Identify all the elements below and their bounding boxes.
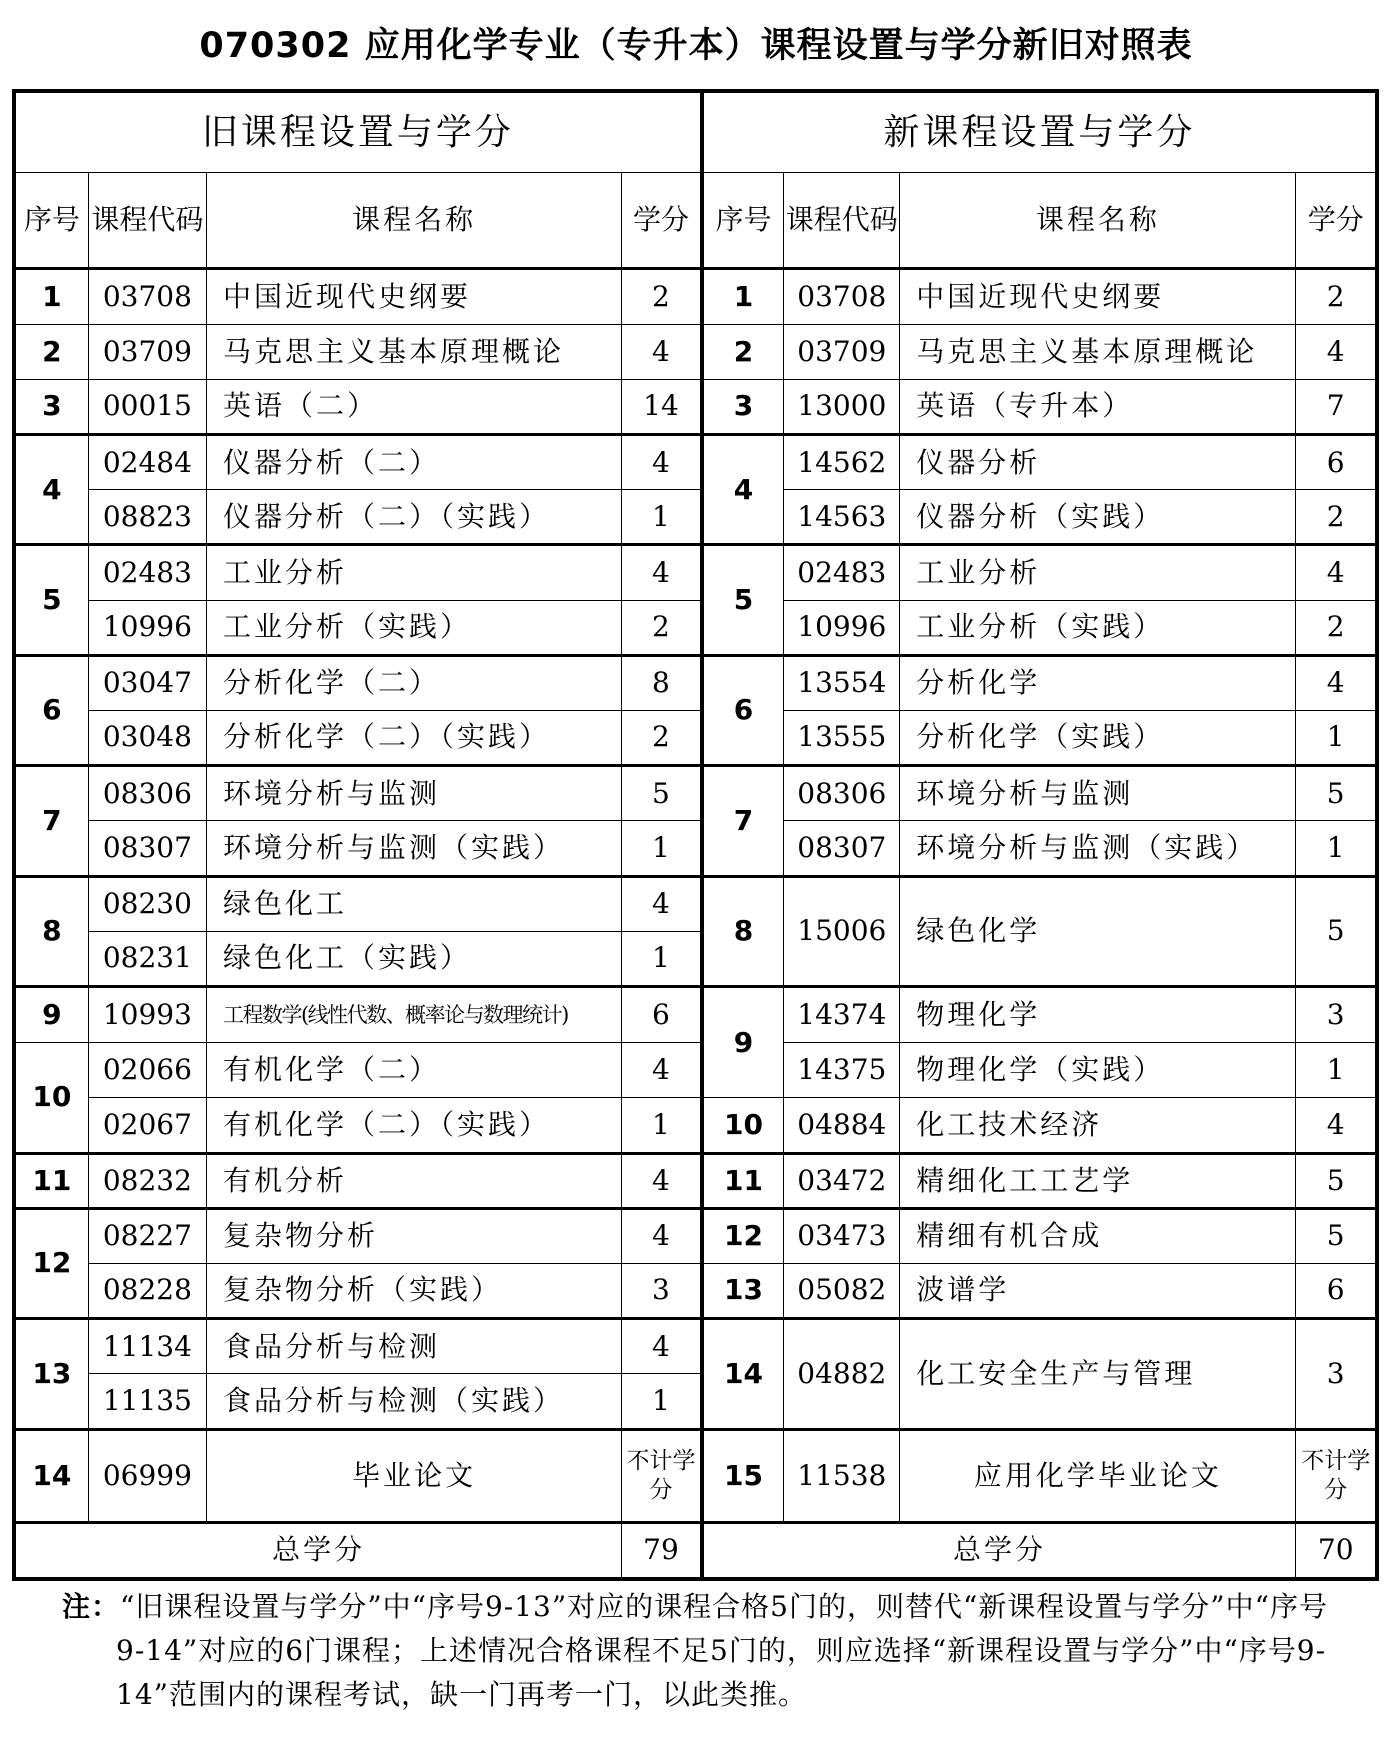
old-credit: 6 xyxy=(622,986,702,1042)
new-name: 应用化学毕业论文 xyxy=(900,1429,1296,1522)
old-seq: 11 xyxy=(14,1153,88,1208)
new-name: 马克思主义基本原理概论 xyxy=(900,324,1296,379)
footnote xyxy=(62,1585,1332,1717)
old-total-value: 79 xyxy=(622,1523,702,1580)
old-code: 08227 xyxy=(88,1208,206,1263)
old-name: 分析化学（二） xyxy=(206,655,621,710)
old-code: 03709 xyxy=(88,324,206,379)
new-total-label: 总学分 xyxy=(702,1523,1296,1580)
new-credit: 4 xyxy=(1296,324,1377,379)
new-credit: 2 xyxy=(1296,269,1377,324)
course-comparison-table xyxy=(12,89,1379,1581)
old-seq: 14 xyxy=(14,1429,88,1522)
new-code: 15006 xyxy=(784,876,900,986)
old-credit: 2 xyxy=(622,269,702,324)
new-code: 13000 xyxy=(784,379,900,434)
old-seq: 9 xyxy=(14,986,88,1042)
old-name: 马克思主义基本原理概论 xyxy=(206,324,621,379)
new-code: 14374 xyxy=(784,986,900,1042)
old-name: 环境分析与监测（实践） xyxy=(206,821,621,876)
new-name: 环境分析与监测 xyxy=(900,766,1296,821)
old-credit: 1 xyxy=(622,931,702,986)
new-total-value: 70 xyxy=(1296,1523,1377,1580)
table-row xyxy=(14,710,1377,765)
new-code: 14562 xyxy=(784,435,900,490)
new-code: 13554 xyxy=(784,655,900,710)
table-row xyxy=(14,269,1377,324)
old-name: 工业分析 xyxy=(206,545,621,600)
new-seq: 4 xyxy=(702,435,784,545)
new-code: 14563 xyxy=(784,490,900,545)
old-code: 02067 xyxy=(88,1098,206,1153)
old-seq: 6 xyxy=(14,655,88,765)
old-credit: 4 xyxy=(622,876,702,931)
old-name: 复杂物分析（实践） xyxy=(206,1263,621,1318)
old-name: 分析化学（二）（实践） xyxy=(206,710,621,765)
new-credit: 4 xyxy=(1296,545,1377,600)
old-code: 08231 xyxy=(88,931,206,986)
new-credit: 5 xyxy=(1296,876,1377,986)
new-credit: 不计学分 xyxy=(1296,1429,1377,1522)
old-credit: 1 xyxy=(622,821,702,876)
totals-row xyxy=(14,1523,1377,1580)
section-header-row xyxy=(14,91,1377,172)
old-name-header: 课程名称 xyxy=(206,172,621,269)
old-seq: 4 xyxy=(14,435,88,545)
footnote-label: 注： xyxy=(62,1590,121,1623)
new-code: 03709 xyxy=(784,324,900,379)
table-row xyxy=(14,766,1377,821)
new-code: 02483 xyxy=(784,545,900,600)
old-credit: 4 xyxy=(622,1319,702,1374)
old-name: 食品分析与检测 xyxy=(206,1319,621,1374)
new-name: 绿色化学 xyxy=(900,876,1296,986)
new-credit-header: 学分 xyxy=(1296,172,1377,269)
old-name: 工业分析（实践） xyxy=(206,600,621,655)
new-code: 03473 xyxy=(784,1208,900,1263)
old-credit: 4 xyxy=(622,1043,702,1098)
old-seq: 13 xyxy=(14,1319,88,1429)
new-seq: 5 xyxy=(702,545,784,655)
old-name: 工程数学(线性代数、概率论与数理统计) xyxy=(206,986,621,1042)
new-credit: 4 xyxy=(1296,655,1377,710)
old-code: 08306 xyxy=(88,766,206,821)
old-code: 08823 xyxy=(88,490,206,545)
old-code: 02484 xyxy=(88,435,206,490)
new-seq: 15 xyxy=(702,1429,784,1522)
new-credit: 5 xyxy=(1296,1208,1377,1263)
old-seq-header: 序号 xyxy=(14,172,88,269)
new-code: 08306 xyxy=(784,766,900,821)
table-row xyxy=(14,379,1377,434)
old-credit: 1 xyxy=(622,490,702,545)
old-credit: 1 xyxy=(622,1098,702,1153)
new-code-header: 课程代码 xyxy=(784,172,900,269)
new-name: 物理化学 xyxy=(900,986,1296,1042)
new-name: 工业分析 xyxy=(900,545,1296,600)
table-row xyxy=(14,600,1377,655)
new-code: 08307 xyxy=(784,821,900,876)
new-code: 13555 xyxy=(784,710,900,765)
new-name: 英语（专升本） xyxy=(900,379,1296,434)
table-row xyxy=(14,1153,1377,1208)
new-name: 波谱学 xyxy=(900,1263,1296,1318)
old-credit: 2 xyxy=(622,600,702,655)
old-code: 02483 xyxy=(88,545,206,600)
new-name: 仪器分析（实践） xyxy=(900,490,1296,545)
old-code: 03048 xyxy=(88,710,206,765)
old-code: 08232 xyxy=(88,1153,206,1208)
new-seq: 1 xyxy=(702,269,784,324)
new-credit: 1 xyxy=(1296,821,1377,876)
new-seq: 13 xyxy=(702,1263,784,1318)
column-header-row xyxy=(14,172,1377,269)
old-name: 有机分析 xyxy=(206,1153,621,1208)
old-code: 11135 xyxy=(88,1374,206,1429)
new-code: 05082 xyxy=(784,1263,900,1318)
old-credit: 4 xyxy=(622,1153,702,1208)
table-row xyxy=(14,324,1377,379)
old-code: 11134 xyxy=(88,1319,206,1374)
new-seq: 11 xyxy=(702,1153,784,1208)
table-row xyxy=(14,1043,1377,1098)
new-seq: 9 xyxy=(702,986,784,1098)
old-name: 复杂物分析 xyxy=(206,1208,621,1263)
new-credit: 3 xyxy=(1296,986,1377,1042)
table-row xyxy=(14,986,1377,1042)
old-seq: 10 xyxy=(14,1043,88,1153)
old-code-header: 课程代码 xyxy=(88,172,206,269)
old-code: 00015 xyxy=(88,379,206,434)
table-row xyxy=(14,545,1377,600)
new-code: 11538 xyxy=(784,1429,900,1522)
old-name: 仪器分析（二）（实践） xyxy=(206,490,621,545)
new-code: 10996 xyxy=(784,600,900,655)
old-credit: 5 xyxy=(622,766,702,821)
table-row xyxy=(14,435,1377,490)
new-seq-header: 序号 xyxy=(702,172,784,269)
new-credit: 4 xyxy=(1296,1098,1377,1153)
table-row xyxy=(14,821,1377,876)
old-credit: 2 xyxy=(622,710,702,765)
old-credit: 4 xyxy=(622,324,702,379)
old-code: 02066 xyxy=(88,1043,206,1098)
old-seq: 7 xyxy=(14,766,88,876)
new-seq: 12 xyxy=(702,1208,784,1263)
new-name: 环境分析与监测（实践） xyxy=(900,821,1296,876)
new-seq: 6 xyxy=(702,655,784,765)
old-code: 10996 xyxy=(88,600,206,655)
old-credit: 1 xyxy=(622,1374,702,1429)
old-name: 中国近现代史纲要 xyxy=(206,269,621,324)
old-credit: 4 xyxy=(622,435,702,490)
new-seq: 10 xyxy=(702,1098,784,1153)
old-total-label: 总学分 xyxy=(14,1523,622,1580)
page-title: 070302 应用化学专业（专升本）课程设置与学分新旧对照表 xyxy=(199,26,1193,66)
table-row xyxy=(14,1208,1377,1263)
old-seq: 1 xyxy=(14,269,88,324)
new-credit: 6 xyxy=(1296,1263,1377,1318)
new-seq: 7 xyxy=(702,766,784,876)
table-row xyxy=(14,876,1377,931)
new-credit: 6 xyxy=(1296,435,1377,490)
old-seq: 2 xyxy=(14,324,88,379)
new-seq: 14 xyxy=(702,1319,784,1429)
old-name: 食品分析与检测（实践） xyxy=(206,1374,621,1429)
old-code: 03047 xyxy=(88,655,206,710)
old-credit: 8 xyxy=(622,655,702,710)
old-credit: 不计学分 xyxy=(622,1429,702,1522)
old-credit: 4 xyxy=(622,1208,702,1263)
table-row xyxy=(14,1319,1377,1374)
old-code: 08228 xyxy=(88,1263,206,1318)
new-code: 04882 xyxy=(784,1319,900,1429)
table-row xyxy=(14,655,1377,710)
old-credit: 4 xyxy=(622,545,702,600)
old-name: 绿色化工 xyxy=(206,876,621,931)
old-credit: 14 xyxy=(622,379,702,434)
new-name: 化工安全生产与管理 xyxy=(900,1319,1296,1429)
new-name: 仪器分析 xyxy=(900,435,1296,490)
old-code: 10993 xyxy=(88,986,206,1042)
old-code: 06999 xyxy=(88,1429,206,1522)
old-code: 03708 xyxy=(88,269,206,324)
old-credit: 3 xyxy=(622,1263,702,1318)
old-name: 仪器分析（二） xyxy=(206,435,621,490)
new-name: 工业分析（实践） xyxy=(900,600,1296,655)
new-name-header: 课程名称 xyxy=(900,172,1296,269)
old-name: 英语（二） xyxy=(206,379,621,434)
old-name: 毕业论文 xyxy=(206,1429,621,1522)
new-name: 中国近现代史纲要 xyxy=(900,269,1296,324)
new-seq: 2 xyxy=(702,324,784,379)
new-credit: 3 xyxy=(1296,1319,1377,1429)
old-name: 有机化学（二）（实践） xyxy=(206,1098,621,1153)
new-credit: 5 xyxy=(1296,766,1377,821)
table-row xyxy=(14,1429,1377,1522)
old-code: 08307 xyxy=(88,821,206,876)
new-credit: 7 xyxy=(1296,379,1377,434)
new-credit: 1 xyxy=(1296,1043,1377,1098)
new-credit: 2 xyxy=(1296,600,1377,655)
table-row xyxy=(14,1098,1377,1153)
old-credit-header: 学分 xyxy=(622,172,702,269)
new-credit: 1 xyxy=(1296,710,1377,765)
new-seq: 3 xyxy=(702,379,784,434)
new-name: 精细化工工艺学 xyxy=(900,1153,1296,1208)
old-code: 08230 xyxy=(88,876,206,931)
old-seq: 5 xyxy=(14,545,88,655)
new-code: 04884 xyxy=(784,1098,900,1153)
new-code: 14375 xyxy=(784,1043,900,1098)
new-name: 分析化学（实践） xyxy=(900,710,1296,765)
footnote-text: “旧课程设置与学分”中“序号9-13”对应的课程合格5门的，则替代“新课程设置与学分”中“序号9-14”对应的6门课程；上述情况合格课程不足5门的，则应选择“新课程设置与学分”中“序号9-14”范围内的课程考试，缺一门再考一门，以此类推。 xyxy=(116,1590,1328,1711)
old-name: 环境分析与监测 xyxy=(206,766,621,821)
old-seq: 8 xyxy=(14,876,88,986)
new-name: 物理化学（实践） xyxy=(900,1043,1296,1098)
old-seq: 3 xyxy=(14,379,88,434)
new-name: 化工技术经济 xyxy=(900,1098,1296,1153)
new-section-header: 新课程设置与学分 xyxy=(702,91,1377,172)
old-name: 有机化学（二） xyxy=(206,1043,621,1098)
new-code: 03472 xyxy=(784,1153,900,1208)
old-name: 绿色化工（实践） xyxy=(206,931,621,986)
table-row xyxy=(14,1263,1377,1318)
old-section-header: 旧课程设置与学分 xyxy=(14,91,702,172)
new-name: 分析化学 xyxy=(900,655,1296,710)
new-name: 精细有机合成 xyxy=(900,1208,1296,1263)
table-row xyxy=(14,490,1377,545)
old-seq: 12 xyxy=(14,1208,88,1318)
new-credit: 2 xyxy=(1296,490,1377,545)
new-code: 03708 xyxy=(784,269,900,324)
new-credit: 5 xyxy=(1296,1153,1377,1208)
new-seq: 8 xyxy=(702,876,784,986)
